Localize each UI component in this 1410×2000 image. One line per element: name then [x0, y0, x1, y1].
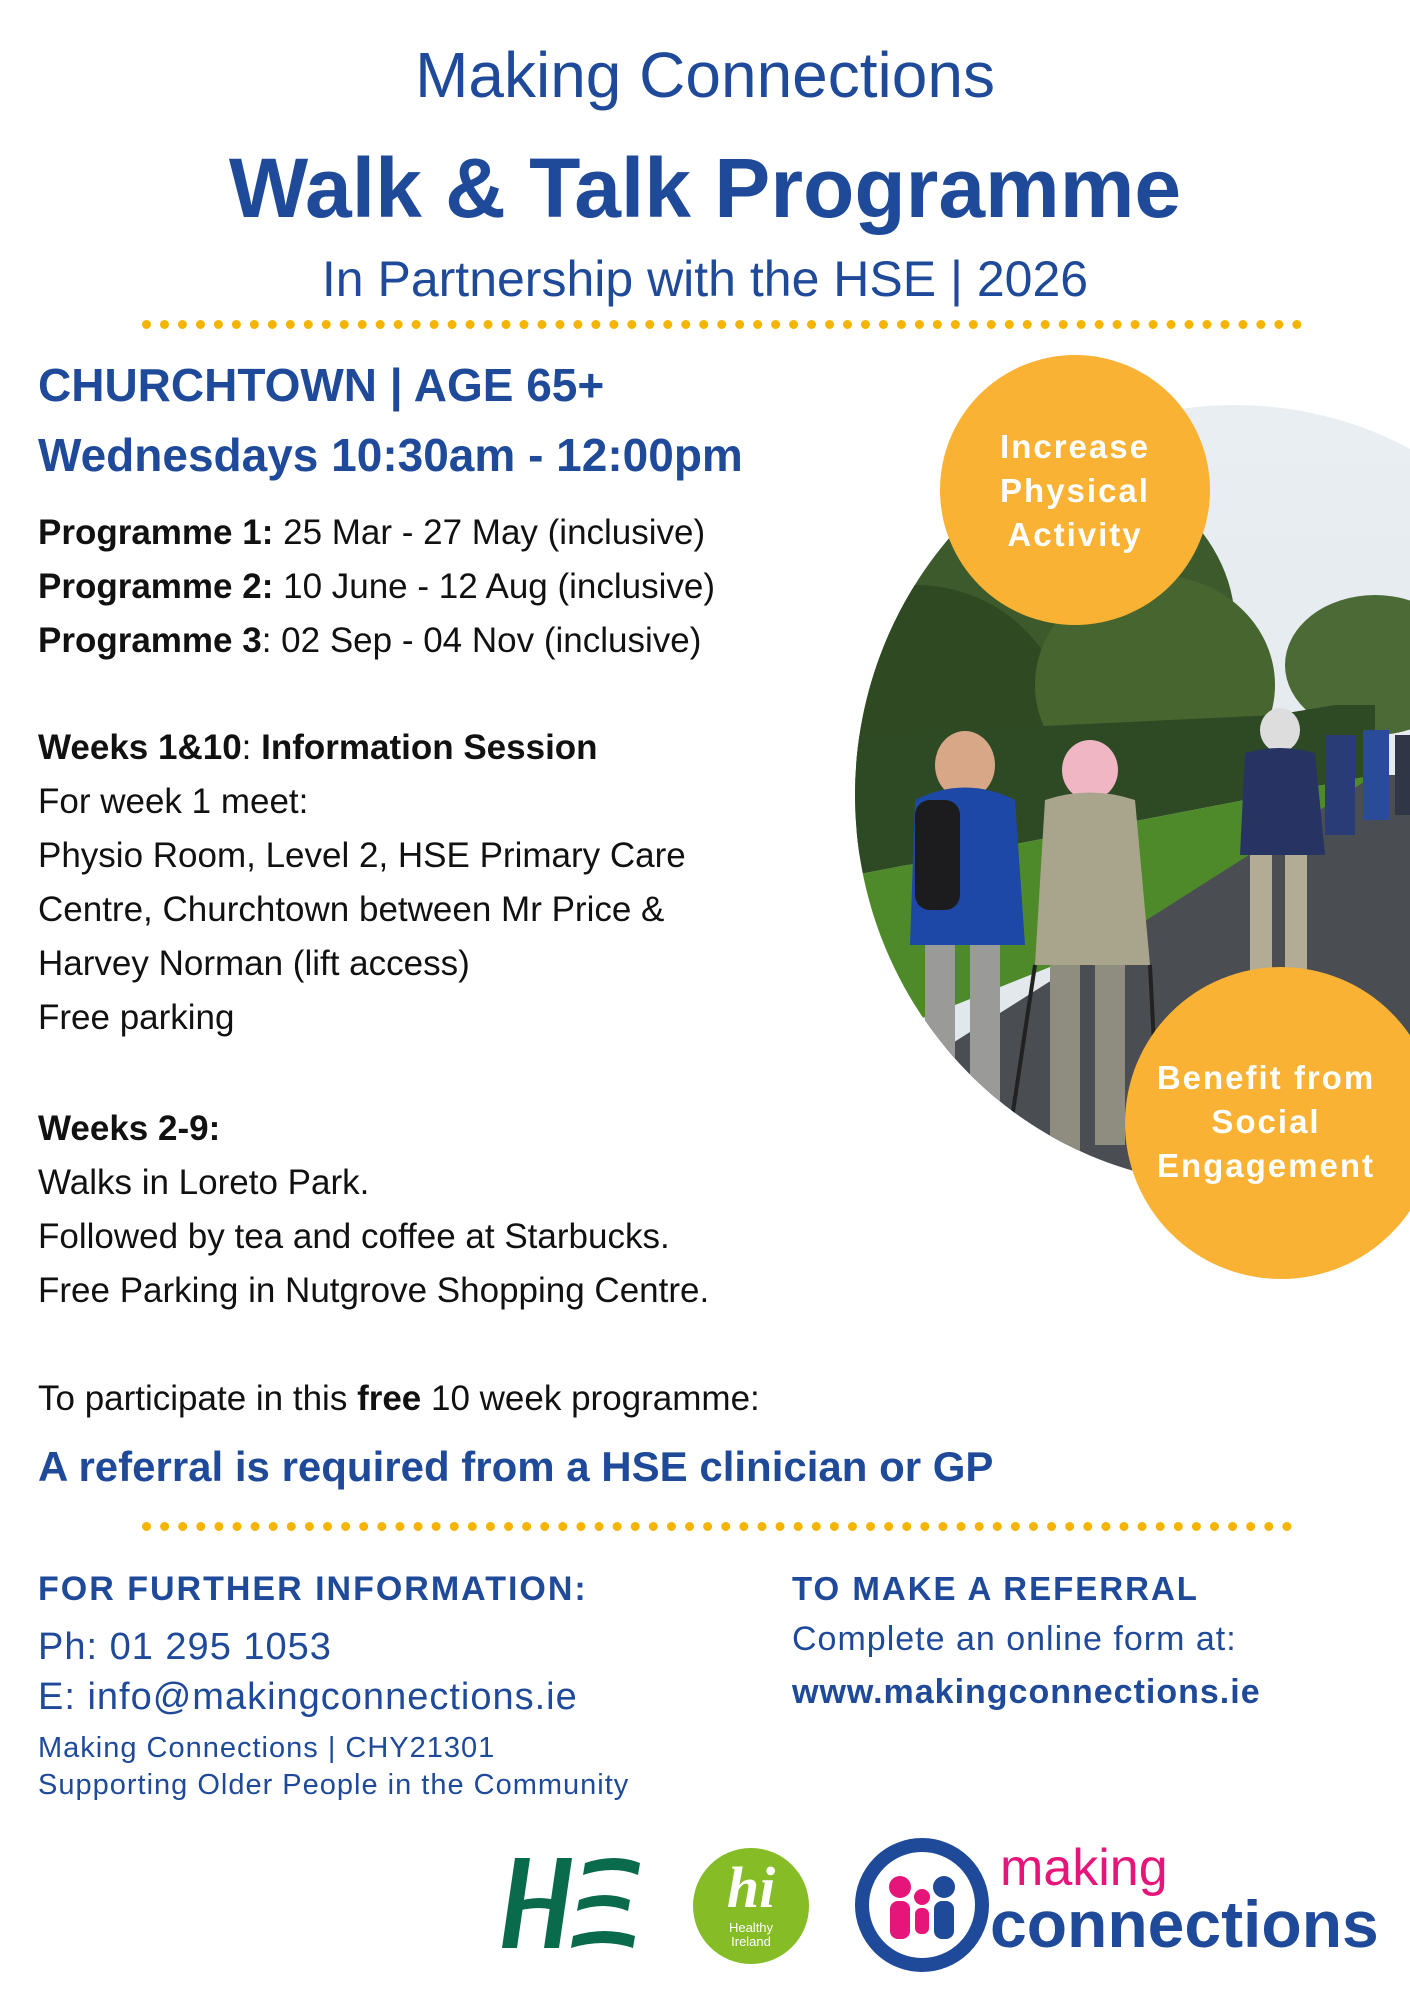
referral-instruction: Complete an online form at: — [792, 1620, 1237, 1658]
hse-logo-mark — [495, 1848, 645, 1958]
location-age: CHURCHTOWN | AGE 65+ — [38, 359, 605, 411]
programme-title: Walk & Talk Programme — [228, 141, 1182, 235]
charity-number: Making Connections | CHY21301 — [38, 1732, 496, 1764]
badge-social-engagement — [1125, 967, 1410, 1279]
walks-line: Walks in Loreto Park. — [38, 1163, 370, 1202]
mc-word-making: making — [1000, 1839, 1168, 1897]
referral-url[interactable]: www.makingconnections.ie — [792, 1673, 1261, 1711]
info-line: Physio Room, Level 2, HSE Primary Care — [38, 836, 686, 875]
programme-3: Programme 3: 02 Sep - 04 Nov (inclusive) — [38, 621, 702, 660]
schedule: Wednesdays 10:30am - 12:00pm — [38, 429, 743, 481]
programme-list — [38, 506, 715, 668]
partnership-subtitle: In Partnership with the HSE | 2026 — [321, 251, 1089, 307]
referral-heading: TO MAKE A REFERRAL — [792, 1570, 1199, 1607]
participate-line: To participate in this free 10 week programme: — [38, 1379, 760, 1418]
org-title: Making Connections — [415, 39, 995, 111]
walks-heading: Weeks 2-9: — [38, 1109, 221, 1148]
programme-2: Programme 2: 10 June - 12 Aug (inclusive) — [38, 567, 716, 606]
dotted-divider-top — [142, 320, 1302, 329]
hi-caption: Healthy Ireland — [728, 1920, 774, 1949]
email-address: E: info@makingconnections.ie — [38, 1676, 578, 1718]
tagline: Supporting Older People in the Community — [38, 1769, 630, 1801]
people-circle-icon — [852, 1835, 992, 1975]
dotted-divider-bottom — [142, 1522, 1292, 1531]
mc-word-connections: connections — [990, 1887, 1379, 1961]
walks-block — [38, 1102, 709, 1318]
info-session-heading: Weeks 1&10: Information Session — [38, 728, 598, 767]
badge-top-line-3: Activity — [1007, 516, 1143, 553]
badge-bottom-line-3: Engagement — [1156, 1147, 1376, 1184]
badge-bottom-line-2: Social — [1211, 1103, 1321, 1140]
info-line: Free parking — [38, 998, 235, 1037]
hi-mark: hi — [726, 1855, 776, 1920]
badge-bottom-line-1: Benefit from — [1156, 1059, 1376, 1096]
info-line: For week 1 meet: — [38, 782, 309, 821]
healthy-ireland-logo — [693, 1848, 809, 1964]
badge-physical-activity — [940, 355, 1210, 625]
making-connections-logo-icon — [852, 1835, 992, 1975]
walks-line: Followed by tea and coffee at Starbucks. — [38, 1217, 670, 1256]
walks-line: Free Parking in Nutgrove Shopping Centre. — [38, 1271, 710, 1310]
info-line: Harvey Norman (lift access) — [38, 944, 470, 983]
hse-logo — [495, 1848, 645, 1958]
info-line: Centre, Churchtown between Mr Price & — [38, 890, 665, 929]
phone-number: Ph: 01 295 1053 — [38, 1626, 332, 1668]
further-info-heading: FOR FURTHER INFORMATION: — [38, 1570, 588, 1608]
info-session-block — [38, 721, 686, 1045]
badge-top-line-1: Increase — [1000, 428, 1150, 465]
referral-required: A referral is required from a HSE clinician or GP — [38, 1443, 994, 1490]
programme-1: Programme 1: 25 Mar - 27 May (inclusive) — [38, 513, 706, 552]
badge-top-line-2: Physical — [1000, 472, 1150, 509]
